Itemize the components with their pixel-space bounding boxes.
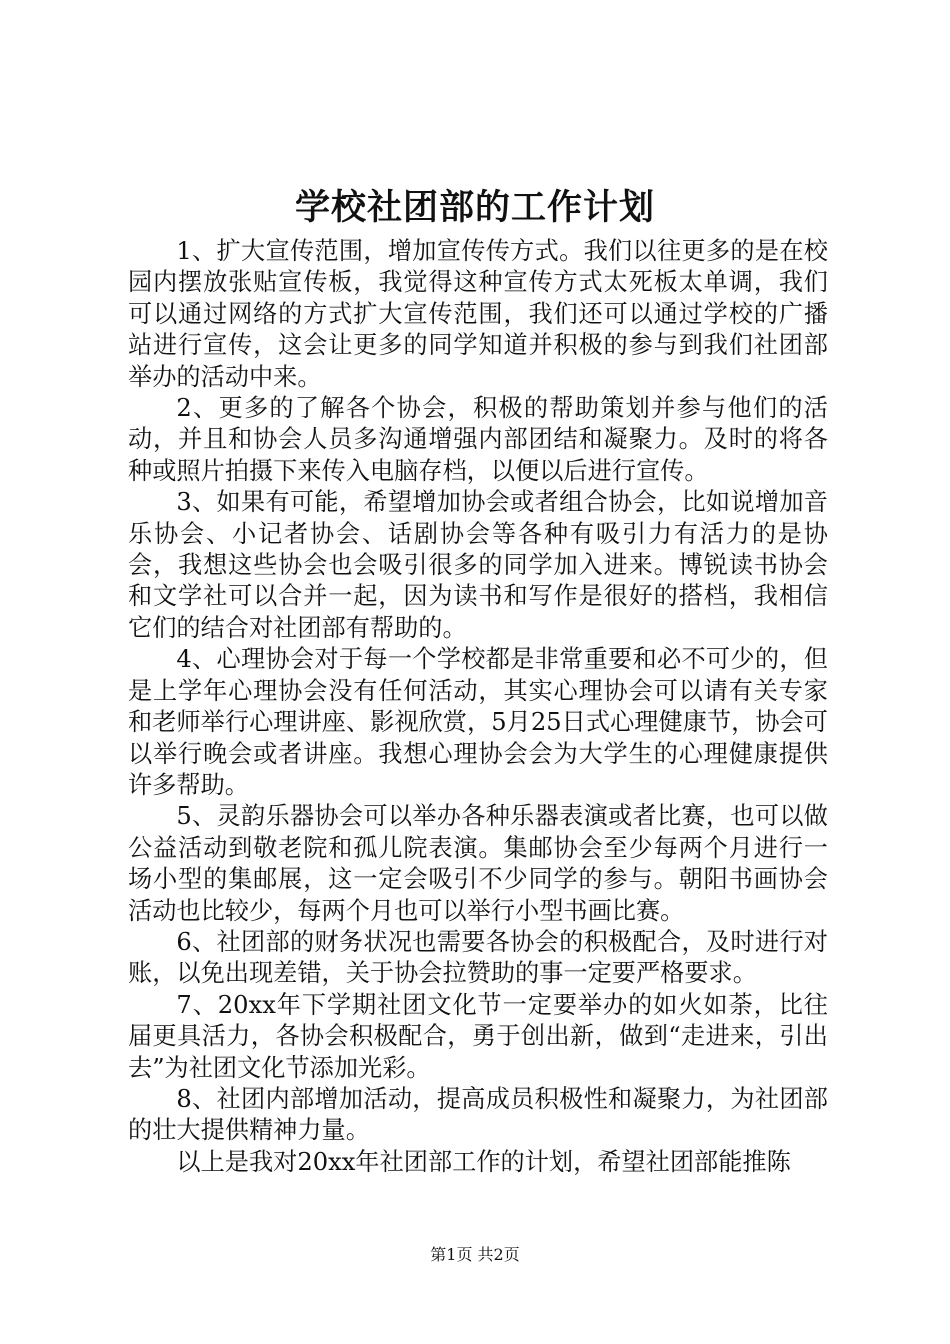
paragraph-4: 4、心理协会对于每一个学校都是非常重要和必不可少的，但是上学年心理协会没有任何活动，其实心理协会可以请有关专家和老师举行心理讲座、影视欣赏，5月25日式心理健康节，协会可以举行晚会或者讲座。我想心理协会会为大学生的心理健康提供许多帮助。 xyxy=(128,645,828,799)
paragraph-8: 8、社团内部增加活动，提高成员积极性和凝聚力，为社团部的壮大提供精神力量。 xyxy=(128,1084,828,1145)
paragraph-2: 2、更多的了解各个协会，积极的帮助策划并参与他们的活动，并且和协会人员多沟通增强内部团结和凝聚力。及时的将各种或照片拍摄下来传入电脑存档，以便以后进行宣传。 xyxy=(128,394,828,485)
document-title: 学校社团部的工作计划 xyxy=(294,187,655,228)
document-body xyxy=(128,236,828,1178)
paragraph-5: 5、灵韵乐器协会可以举办各种乐器表演或者比赛，也可以做公益活动到敬老院和孤儿院表演。集邮协会至少每两个月进行一场小型的集邮展，这一定会吸引不少同学的参与。朝阳书画协会活动也比较少，每两个月也可以举行小型书画比赛。 xyxy=(128,802,828,925)
paragraph-6: 6、社团部的财务状况也需要各协会的积极配合，及时进行对账，以免出现差错，关于协会拉赞助的事一定要严格要求。 xyxy=(128,927,828,988)
paragraph-3: 3、如果有可能，希望增加协会或者组合协会，比如说增加音乐协会、小记者协会、话剧协会等各种有吸引力有活力的是协会，我想这些协会也会吸引很多的同学加入进来。博锐读书协会和文学社可以合并一起，因为读书和写作是很好的搭档，我相信它们的结合对社团部有帮助的。 xyxy=(128,488,828,642)
page-footer: 第1页 共2页 xyxy=(430,1245,520,1264)
paragraph-7: 7、20xx年下学期社团文化节一定要举办的如火如荼，比往届更具活力，各协会积极配合，勇于创出新，做到“走进来，引出去”为社团文化节添加光彩。 xyxy=(128,990,828,1082)
paragraph-9: 以上是我对20xx年社团部工作的计划，希望社团部能推陈 xyxy=(176,1147,791,1176)
paragraph-1: 1、扩大宣传范围，增加宣传传方式。我们以往更多的是在校园内摆放张贴宣传板，我觉得这种宣传方式太死板太单调，我们可以通过网络的方式扩大宣传范围，我们还可以通过学校的广播站进行宣传，这会让更多的同学知道并积极的参与到我们社团部举办的活动中来。 xyxy=(128,237,828,391)
